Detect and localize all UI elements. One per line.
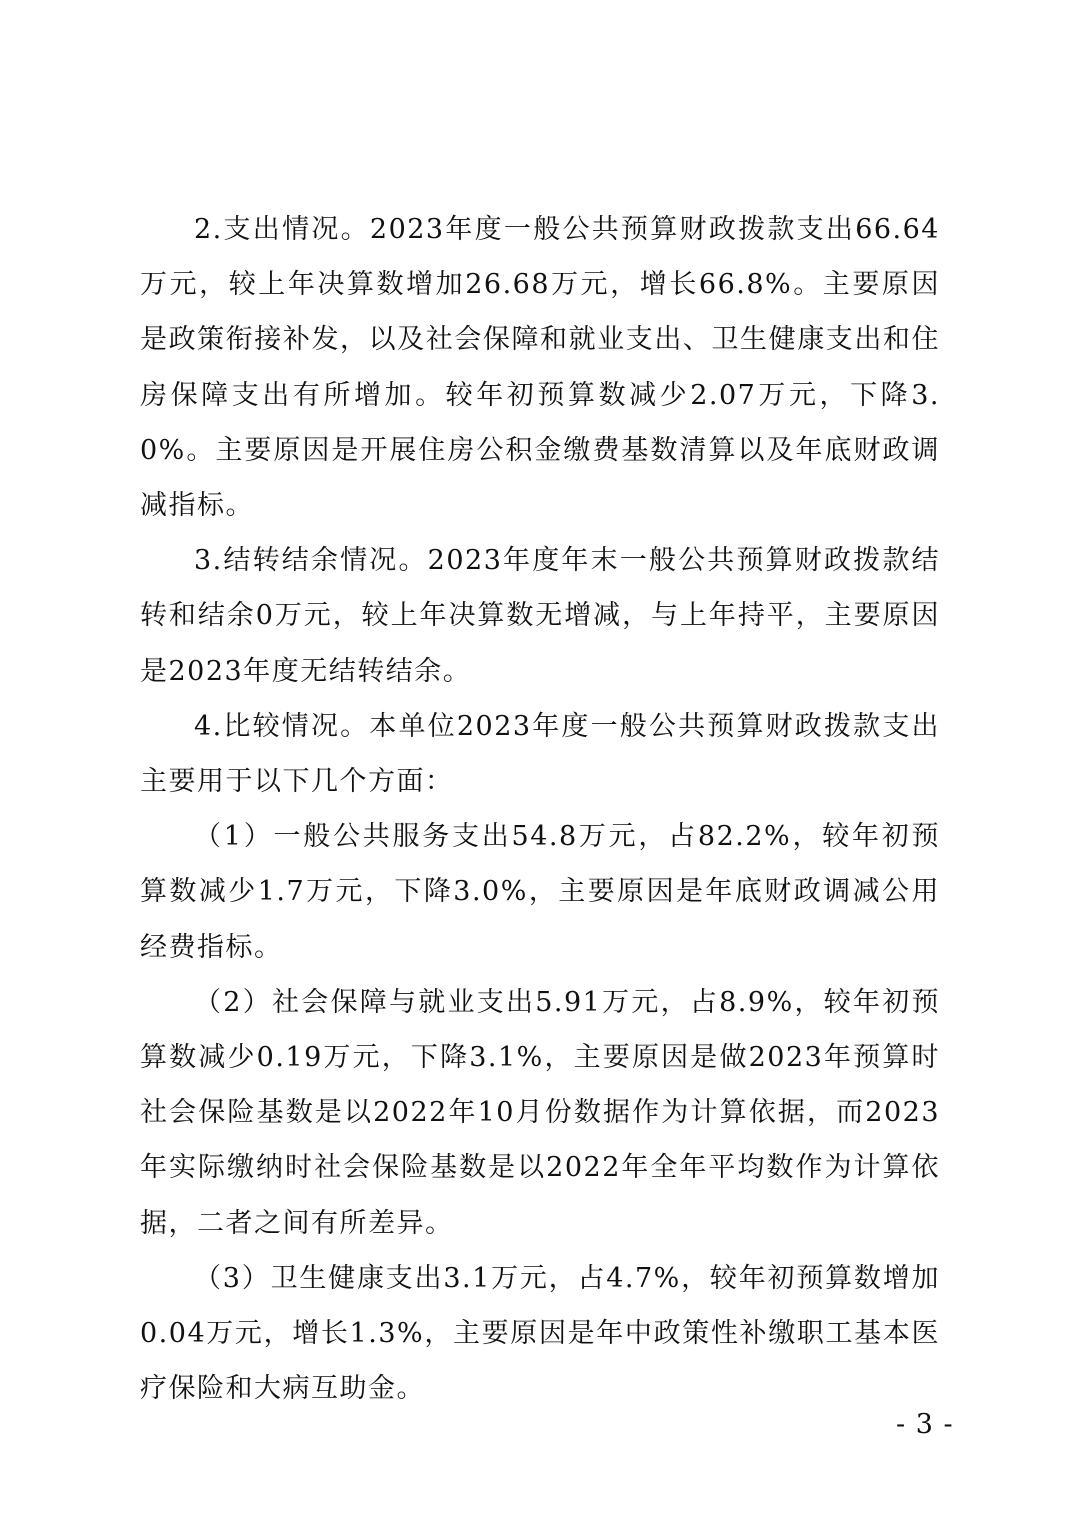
document-body <box>140 202 940 1416</box>
paragraph-comparison: 4.比较情况。本单位2023年度一般公共预算财政拨款支出主要用于以下几个方面： <box>140 710 940 798</box>
paragraph-health: （3）卫生健康支出3.1万元，占4.7%，较年初预算数增加0.04万元，增长1.3%，主要原因是年中政策性补缴职工基本医疗保险和大病互助金。 <box>140 1262 940 1405</box>
page-number: - 3 - <box>896 1409 954 1440</box>
paragraph-carryover-balance: 3.结转结余情况。2023年度年末一般公共预算财政拨款结转和结余0万元，较上年决算数无增减，与上年持平，主要原因是2023年度无结转结余。 <box>140 545 940 687</box>
paragraph-general-public-services: （1）一般公共服务支出54.8万元，占82.2%，较年初预算数减少1.7万元，下降3.0%，主要原因是年底财政调减公用经费指标。 <box>140 821 940 963</box>
paragraph-expenditure: 2.支出情况。2023年度一般公共预算财政拨款支出66.64万元，较上年决算数增加26.68万元，增长66.8%。主要原因是政策衔接补发，以及社会保障和就业支出、卫生健康支出和住房保障支出有所增加。较年初预算数减少2.07万元，下降3.0%。主要原因是开展住房公积金缴费基数清算以及年底财政调减指标。 <box>140 214 940 522</box>
paragraph-social-security-employment: （2）社会保障与就业支出5.91万元，占8.9%，较年初预算数减少0.19万元，下降3.1%，主要原因是做2023年预算时社会保险基数是以2022年10月份数据作为计算依据，而2023年实际缴纳时社会保险基数是以2022年全年平均数作为计算依据，二者之间有所差异。 <box>140 986 940 1239</box>
